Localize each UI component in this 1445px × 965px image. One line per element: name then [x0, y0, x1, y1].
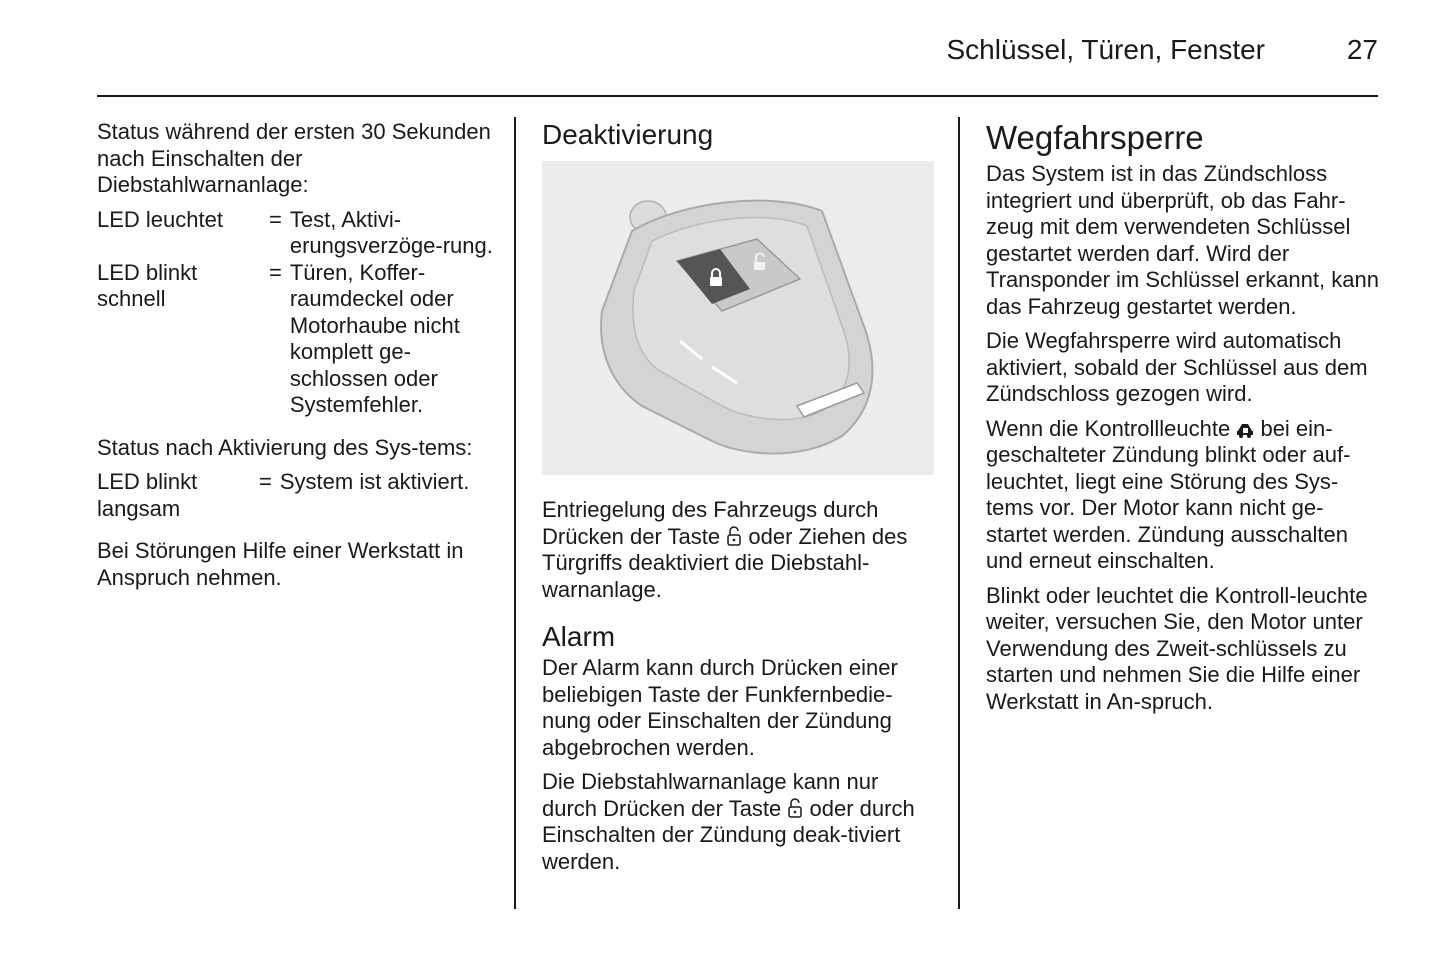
led-term: LED blinkt langsam	[97, 469, 198, 521]
alarm-paragraph-2	[542, 769, 937, 875]
alarm-text-2a: Die Diebstahlwarnanlage kann nur durch Drücken der Taste	[542, 769, 879, 821]
alarm-paragraph: Der Alarm kann durch Drücken einer beliebigen Taste der Funkfernbedie-nung oder Einschalten der Zündung abgebrochen werden.	[542, 655, 898, 760]
led-term: LED blinkt schnell	[97, 259, 198, 311]
unlock-icon	[726, 525, 742, 547]
immobilizer-text-3b: bei ein-geschalteter Zündung blinkt oder auf-leuchtet, liegt eine Störung des Sys-tems vor. Der Motor kann nicht ge-startet werden. Zündung ausschalten und erneut einschalten.	[986, 415, 1351, 573]
immobilizer-lamp-icon	[1236, 417, 1254, 439]
key-fob-illustration	[542, 161, 934, 475]
deactivation-text-1: Entriegelung des Fahrzeugs durch Drücken der Taste	[542, 497, 879, 549]
header-rule	[97, 95, 1378, 97]
deactivation-text-2: oder Ziehen des Türgriffs deaktiviert die Diebstahl-warnanlage.	[542, 523, 908, 602]
status-after-activation: Status nach Aktivierung des Sys-tems:	[97, 434, 473, 460]
immobilizer-paragraph-2: Die Wegfahrsperre wird automatisch aktiviert, sobald der Schlüssel aus dem Zündschloss gezogen wird.	[986, 328, 1368, 406]
unlock-icon	[787, 797, 803, 819]
alarm-text-2b: oder durch Einschalten der Zündung deak-tiviert werden.	[542, 795, 915, 874]
led-row-leuchtet	[97, 207, 497, 260]
column-1	[97, 119, 497, 599]
immobilizer-text-3a: Wenn die Kontrollleuchte	[986, 415, 1231, 441]
immobilizer-paragraph-4: Blinkt oder leuchtet die Kontroll-leuchte weiter, versuchen Sie, den Motor unter Verwendung des Zweit-schlüssels zu starten und nehmen Sie die Hilfe einer Werkstatt in An-spruch.	[986, 582, 1368, 714]
led-equals: =	[269, 206, 282, 232]
led-row-blinkt-schnell	[97, 260, 497, 419]
led-description: Test, Aktivi-erungsverzöge-rung.	[289, 206, 493, 258]
page-header-title: Schlüssel, Türen, Fenster	[946, 34, 1265, 65]
led-row-blinkt-langsam	[97, 469, 497, 522]
column-divider-1	[514, 117, 516, 909]
column-2	[542, 119, 937, 883]
immobilizer-paragraph-3	[986, 416, 1381, 575]
heading-wegfahrsperre: Wegfahrsperre	[986, 119, 1204, 156]
led-description: Türen, Koffer-raumdeckel oder Motorhaube nicht komplett ge-schlossen oder Systemfehler.	[289, 259, 460, 417]
help-note: Bei Störungen Hilfe einer Werkstatt in Anspruch nehmen.	[97, 538, 464, 590]
page-number: 27	[1346, 34, 1378, 65]
deactivation-paragraph	[542, 497, 937, 603]
led-equals: =	[269, 259, 282, 285]
column-3	[986, 119, 1381, 723]
immobilizer-paragraph-1: Das System ist in das Zündschloss integriert und überprüft, ob das Fahr-zeug mit dem verwendeten Schlüssel gestartet werden darf. Wird der Transponder im Schlüssel erkannt, kann das Fahrzeug gestartet werden.	[986, 161, 1379, 319]
heading-alarm: Alarm	[542, 621, 616, 652]
led-equals: =	[259, 469, 272, 494]
column-divider-2	[958, 117, 960, 909]
heading-deaktivierung: Deaktivierung	[542, 119, 714, 150]
led-description: System ist aktiviert.	[279, 469, 470, 494]
led-term: LED leuchtet	[97, 206, 223, 232]
status-intro: Status während der ersten 30 Sekunden nach Einschalten der Diebstahlwarnanlage:	[97, 119, 491, 197]
